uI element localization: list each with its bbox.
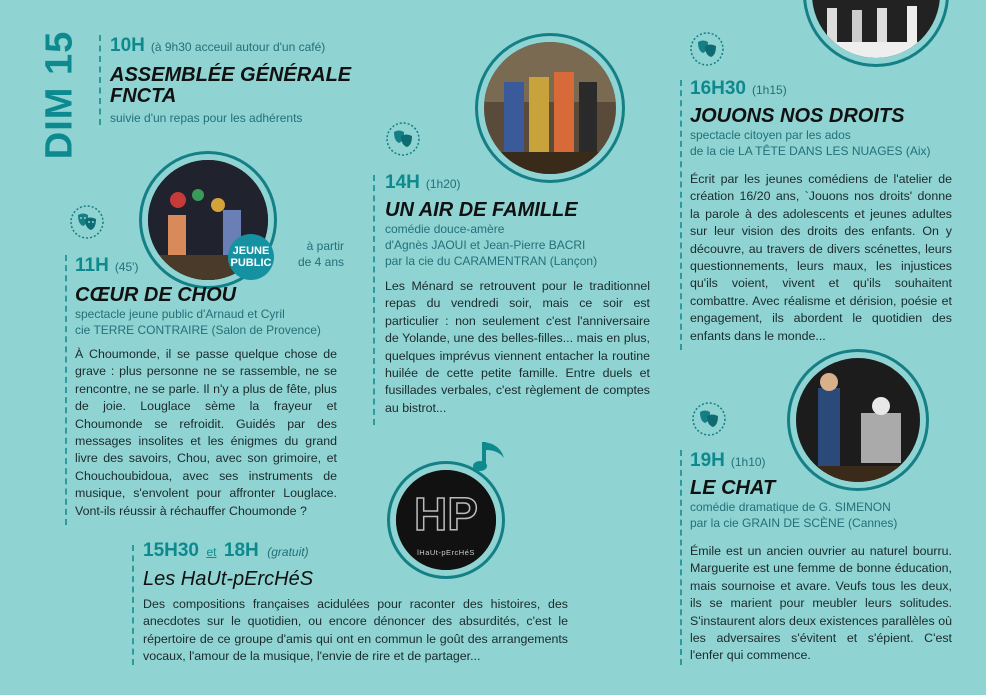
- event-haut-perches: [143, 540, 568, 666]
- event-duration: (45'): [114, 260, 139, 274]
- event-time: 18H: [223, 540, 259, 561]
- event-le-chat: [690, 450, 952, 665]
- day-label: DIM 15: [38, 30, 81, 160]
- divider: [680, 450, 682, 665]
- event-description: Les Ménard se retrouvent pour le traditionnel repas du vendredi soir, mais ce soir est particulier : non seulement c'est l'anniversaire de Yolande, une des belles-filles... mais en plus, quelques imprévus viennent entacher la routine huilée de cette petite famille. Entre duels et fusillades verbales, c'est règlement de comptes au bistrot...: [385, 279, 650, 415]
- event-description: Écrit par les jeunes comédiens de l'atelier de création 16/20 ans, `Jouons nos droits' donne la parole à des adolescents et jeunes adultes sur leur vision des droits des enfants. On y découvre, au travers de divers scénettes, leurs questionnements, leurs maux, les injustices qu'ils voient, vivent et qu'ils souhaitent combattre. Avec réalisme et dérision, poésie et engagement, ils abordent le quotidien des enfants dans le monde...: [690, 172, 952, 343]
- divider: [65, 255, 67, 525]
- event-time: 19H: [690, 450, 725, 471]
- event-duration: (1h10): [730, 455, 766, 469]
- event-subtitle: suivie d'un repas pour les adhérents: [110, 111, 303, 125]
- event-subtitle: spectacle citoyen par les ados: [690, 128, 851, 142]
- divider: [373, 175, 375, 425]
- divider: [680, 80, 682, 350]
- event-photo: [812, 0, 940, 58]
- event-time: 14H: [385, 172, 420, 193]
- event-subtitle: d'Agnès JAOUI et Jean-Pierre BACRI: [385, 238, 586, 252]
- event-time: 11H: [75, 255, 109, 276]
- music-note-icon: [472, 436, 514, 476]
- event-coeur-de-chou: [75, 255, 337, 520]
- event-air-de-famille: [385, 172, 650, 417]
- event-subtitle: comédie dramatique de G. SIMENON: [690, 500, 891, 514]
- event-duration: (1h20): [425, 177, 461, 191]
- event-subtitle: par la cie GRAIN DE SCÈNE (Cannes): [690, 516, 898, 530]
- event-title: LE CHAT: [690, 477, 776, 499]
- event-assemblee: [110, 35, 370, 126]
- event-time: 15H30: [143, 540, 199, 561]
- event-duration: (gratuit): [267, 545, 309, 559]
- event-subtitle: cie TERRE CONTRAIRE (Salon de Provence): [75, 323, 321, 337]
- age-note: à partir de 4 ans: [297, 239, 344, 269]
- event-subtitle: de la cie LA TÊTE DANS LES NUAGES (Aix): [690, 144, 931, 158]
- event-jouons-nos-droits: [690, 78, 952, 345]
- event-photo: [484, 42, 616, 174]
- event-description: Des compositions françaises acidulées pour raconter des histoires, des anecdotes sur le quotidien, ou encore dénoncer des absurdités, c'est le répertoire de ce groupe d'amis qui ont en commun le goût des arrangements vocaux, l'amour de la musique, l'envie de rire et de partager...: [143, 597, 568, 664]
- event-description: Émile est un ancien ouvrier au naturel bourru. Marguerite est une femme de bonne éducation, mais sournoise et avare. Veufs tous les deux, ils se marient pour meubler leurs solitudes. S'instaurent alors deux existences parallèles où les adversaires s'évitent et s'épient. C'est l'enfer qui commence.: [690, 544, 952, 663]
- jeune-public-badge: JEUNE PUBLIC: [228, 234, 274, 280]
- event-title: ASSEMBLÉE GÉNÉRALE: [110, 64, 352, 86]
- event-description: À Choumonde, il se passe quelque chose de grave : plus personne ne se rassemble, ne se rencontre, ne se parle. Il n'y a plus de fête, plus de joie. Louglace sème la frayeur et Choumonde se refroidit. Guidés par des messages insolites et les énigmes du grand livre des savoirs, Chou, avec son grimoire, et Chouchoubidoua, avec ses instruments de musique, s'envolent pour affronter Louglace. Vont-ils réussir à réchauffer Choumonde ?: [75, 347, 337, 518]
- event-title: JOUONS NOS DROITS: [690, 105, 905, 127]
- event-title: FNCTA: [110, 85, 177, 107]
- band-logo: HP lHaUt-pErcHéS: [396, 470, 496, 570]
- theatre-masks-icon: [70, 205, 104, 239]
- event-duration: (1h15): [752, 83, 787, 97]
- svg-text:HP: HP: [414, 488, 478, 540]
- event-subtitle: spectacle jeune public d'Arnaud et Cyril: [75, 307, 285, 321]
- divider: [132, 545, 134, 665]
- event-subtitle: par la cie du CARAMENTRAN (Lançon): [385, 254, 598, 268]
- theatre-masks-icon: [692, 402, 726, 436]
- event-time: 16H30: [690, 78, 746, 99]
- event-connector: et: [206, 545, 217, 559]
- theatre-masks-icon: [386, 122, 420, 156]
- event-title: Les HaUt-pErcHéS: [143, 568, 314, 590]
- divider: [99, 35, 101, 125]
- event-title: UN AIR DE FAMILLE: [385, 199, 578, 221]
- theatre-masks-icon: [690, 32, 724, 66]
- event-subtitle: comédie douce-amère: [385, 222, 505, 236]
- event-time: 10H: [110, 35, 145, 56]
- event-title: CŒUR DE CHOU: [75, 284, 237, 306]
- event-note: (à 9h30 acceuil autour d'un café): [150, 40, 326, 54]
